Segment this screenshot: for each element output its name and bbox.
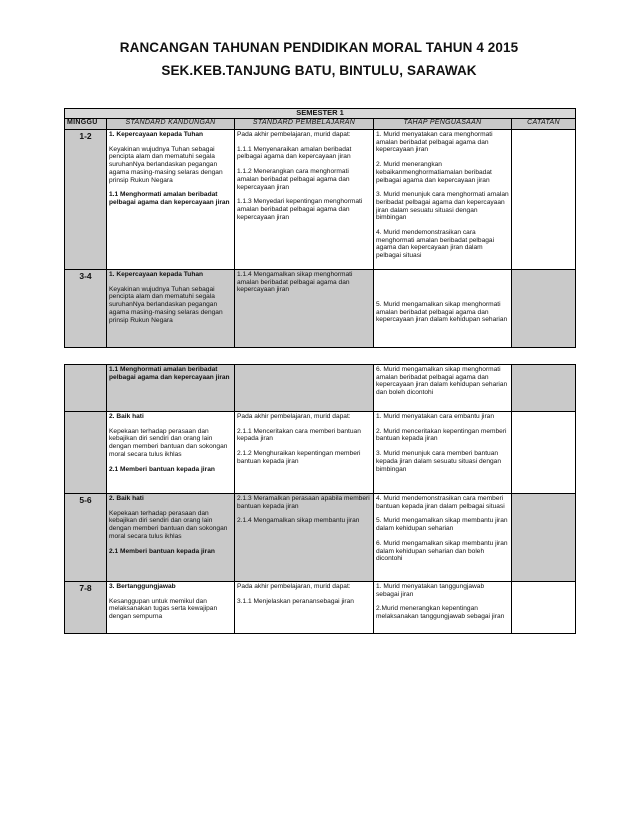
sp-item: 1.1.4 Mengamalkan sikap menghormati amalan beribadat pelbagai agama dan kepercayaan jiran — [237, 271, 353, 294]
school-subtitle: SEK.KEB.TANJUNG BATU, BINTULU, SARAWAK — [161, 63, 477, 78]
yearly-plan-table-part2 — [64, 364, 576, 634]
tahap-penguasaan-cell — [374, 494, 512, 582]
table-row — [65, 365, 576, 412]
table-row — [65, 412, 576, 494]
standard-pembelajaran-cell — [235, 494, 374, 582]
sp-intro: Pada akhir pembelajaran, murid dapat: — [237, 583, 351, 590]
tp-item: 2. Murid menerangkan kebaikanmenghormatiamalan beribadat pelbagai agama dan kepercayaan jiran — [376, 161, 492, 184]
sk-subtopic: 1.1 Menghormati amalan beribadat pelbagai agama dan kepercayaan jiran — [109, 366, 230, 381]
sk-description: Keyakinan wujudnya Tuhan sebagai pencipta alam dan mematuhi segala suruhanNya berlandaskan pegangan agama masing-masing selaras dengan prinsip Rukun Negara — [109, 285, 223, 324]
sk-description: Kepekaan terhadap perasaan dan kebajikan diri sendiri dan orang lain dengan memberi bantuan dan sokongan moral secara tulus ikhlas — [109, 427, 228, 458]
tp-item: 3. Murid menunjuk cara menghormati amalan beribadat pelbagai agama dan kepercayaan jiran dalam sesuatu situasi dengan bimbingan — [376, 191, 509, 222]
sp-item: 1.1.1 Menyenaraikan amalan beribadat pelbagai agama dan kepercayaan jiran — [237, 145, 352, 161]
sp-item: 2.1.1 Menceritakan cara memberi bantuan kepada jiran — [237, 427, 361, 443]
tp-item: 1. Murid menyatakan cara menghormati amalan beribadat pelbagai agama dan kepercayaan jiran — [376, 131, 493, 154]
tahap-penguasaan-cell — [374, 270, 512, 348]
tp-item: 6. Murid mengamalkan sikap membantu jiran dalam kehidupan seharian dan boleh dicontohi — [376, 539, 508, 563]
catatan-cell — [512, 365, 576, 412]
standard-pembelajaran-cell — [235, 412, 374, 494]
col-header-standard-pembelajaran: STANDARD PEMBELAJARAN — [235, 119, 374, 130]
tp-item: 2. Murid menceritakan kepentingan memberi bantuan kepada jiran — [376, 427, 507, 443]
sk-title: 2. Baik hati — [109, 413, 144, 420]
tahap-penguasaan-cell — [374, 365, 512, 412]
catatan-cell — [512, 270, 576, 348]
sk-description: Kepekaan terhadap perasaan dan kebajikan diri sendiri dan orang lain dengan memberi bantuan dan sokongan moral secara tulus ikhlas — [109, 509, 228, 540]
tp-item: 1. Murid menyatakan cara embantu jiran — [376, 413, 495, 420]
catatan-cell — [512, 130, 576, 270]
week-cell — [65, 365, 107, 412]
semester-heading: SEMESTER 1 — [65, 109, 576, 119]
sp-intro: Pada akhir pembelajaran, murid dapat: — [237, 413, 351, 420]
sp-item: 1.1.2 Menerangkan cara menghormati amalan beribadat pelbagai agama dan kepercayaan jiran — [237, 168, 350, 191]
sk-description: Keyakinan wujudnya Tuhan sebagai pencipta alam dan mematuhi segala suruhanNya berlandaskan pegangan agama masing-masing selaras dengan prinsip Rukun Negara — [109, 145, 223, 184]
tp-item: 6. Murid mengamalkan sikap menghormati amalan beribadat pelbagai agama dan kepercayaan jiran dalam kehidupan seharian dan boleh dicontohi — [376, 366, 508, 397]
col-header-minggu: MINGGU — [65, 119, 107, 130]
standard-pembelajaran-cell — [235, 130, 374, 270]
tp-item: 3. Murid menunjuk cara memberi bantuan kepada jiran dalam sesuatu situasi dengan bimbingan — [376, 450, 501, 473]
sk-subtopic: 2.1 Memberi bantuan kepada jiran — [109, 465, 215, 473]
week-cell: 7-8 — [65, 582, 107, 634]
sp-intro: Pada akhir pembelajaran, murid dapat: — [237, 131, 351, 138]
week-cell — [65, 412, 107, 494]
sk-title: 2. Baik hati — [109, 495, 144, 502]
sp-item: 2.1.4 Mengamalkan sikap membantu jiran — [237, 517, 360, 525]
col-header-catatan: CATATAN — [512, 119, 576, 130]
tahap-penguasaan-cell — [374, 582, 512, 634]
table-row — [65, 270, 576, 348]
sp-item: 3.1.1 Menjelaskan peranansebagai jiran — [237, 597, 354, 605]
standard-pembelajaran-cell — [235, 365, 374, 412]
week-cell: 5-6 — [65, 494, 107, 582]
catatan-cell — [512, 582, 576, 634]
standard-pembelajaran-cell — [235, 270, 374, 348]
standard-kandungan-cell — [107, 494, 235, 582]
table-row — [65, 494, 576, 582]
standard-kandungan-cell — [107, 130, 235, 270]
tp-item: 1. Murid menyatakan tanggungjawab sebagai jiran — [376, 583, 485, 598]
sk-title: 3. Bertanggungjawab — [109, 583, 176, 590]
sp-item: 2.1.2 Menghuraikan kepentingan memberi bantuan kepada jiran — [237, 450, 361, 465]
table-row — [65, 130, 576, 270]
catatan-cell — [512, 494, 576, 582]
week-cell: 3-4 — [65, 270, 107, 348]
tp-item: 4. Murid mendemonstrasikan cara menghormati amalan beribadat pelbagai agama dan kepercayaan jiran dalam pelbagai situasi — [376, 229, 495, 260]
sk-title: 1. Kepercayaan kepada Tuhan — [109, 271, 204, 278]
standard-kandungan-cell — [107, 582, 235, 634]
sk-subtopic: 2.1 Memberi bantuan kepada jiran — [109, 547, 215, 555]
standard-kandungan-cell — [107, 365, 235, 412]
sk-title: 1. Kepercayaan kepada Tuhan — [109, 131, 204, 138]
standard-pembelajaran-cell — [235, 582, 374, 634]
tp-item: 5. Murid mengamalkan sikap menghormati amalan beribadat pelbagai agama dan kepercayaan jiran dalam kehidupan seharian — [376, 301, 508, 324]
standard-kandungan-cell — [107, 412, 235, 494]
week-cell: 1-2 — [65, 130, 107, 270]
sp-item: 2.1.3 Meramalkan perasaan apabila memberi bantuan kepada jiran — [237, 495, 370, 510]
tahap-penguasaan-cell — [374, 130, 512, 270]
tp-item: 4. Murid mendemonstrasikan cara memberi bantuan kepada jiran dalam pelbagai situasi — [376, 495, 505, 510]
sk-description: Kesanggupan untuk memikul dan melaksanakan tugas serta kewajipan dengan sempurna — [109, 597, 218, 621]
tahap-penguasaan-cell — [374, 412, 512, 494]
sp-item: 1.1.3 Menyedari kepentingan menghormati amalan beribadat pelbagai agama dan kepercayaan jiran — [237, 198, 363, 221]
catatan-cell — [512, 412, 576, 494]
table-row — [65, 582, 576, 634]
col-header-standard-kandungan: STANDARD KANDUNGAN — [107, 119, 235, 130]
tp-item: 2.Murid menerangkan kepentingan melaksanakan tanggungjawab sebagai jiran — [376, 605, 505, 621]
tp-item: 5. Murid mengamalkan sikap membantu jiran dalam kehidupan seharian — [376, 517, 508, 533]
col-header-tahap-penguasaan: TAHAP PENGUASAAN — [374, 119, 512, 130]
standard-kandungan-cell — [107, 270, 235, 348]
sk-subtopic: 1.1 Menghormati amalan beribadat pelbagai agama dan kepercayaan jiran — [109, 191, 230, 206]
yearly-plan-table-part1 — [64, 108, 576, 348]
document-title: RANCANGAN TAHUNAN PENDIDIKAN MORAL TAHUN 4 2015 — [119, 40, 519, 55]
